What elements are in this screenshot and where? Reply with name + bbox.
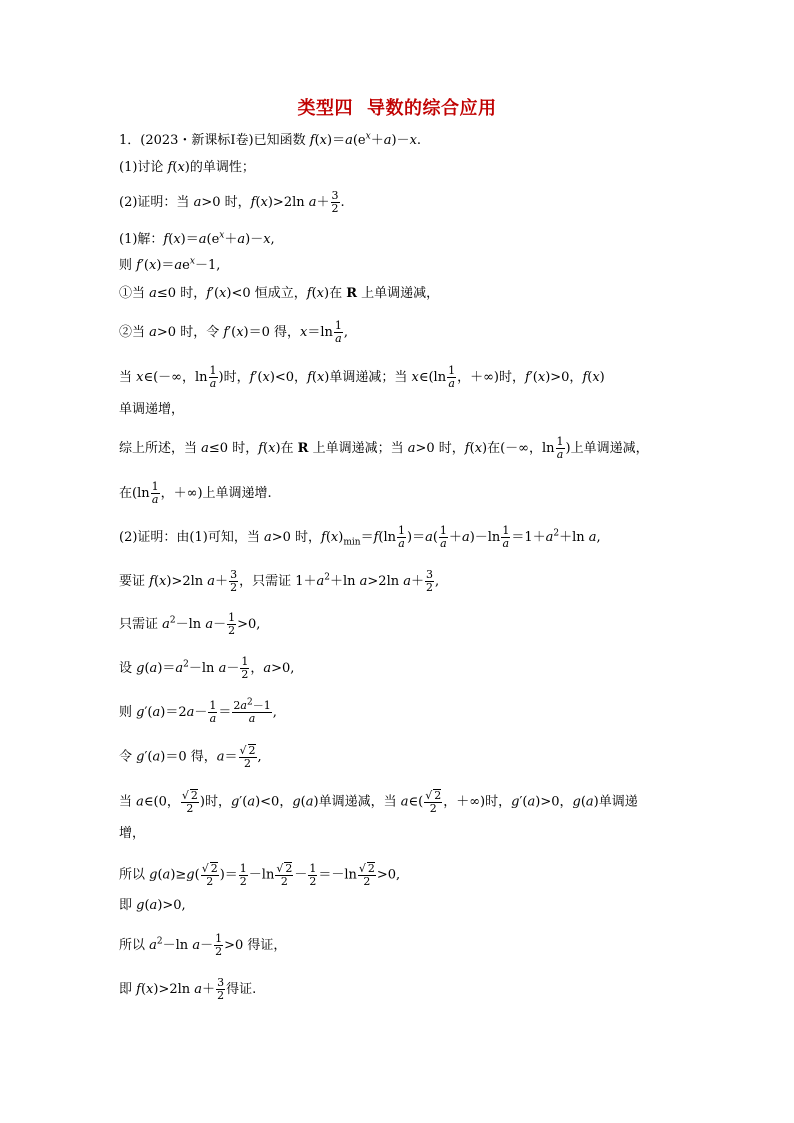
proof-line-11: 所以 $a^2-\ln$ a－ $\frac{1}{2}$ >0 得证，	[119, 932, 287, 958]
question-part1: (1)讨论 f(x)的单调性；	[119, 160, 255, 175]
solution-line-4: ②当 a>0 时，令 f′(x)＝0 得，x＝ln $\frac{1}{a}$ ,	[119, 319, 349, 345]
proof-line-7: 当 a∈(0， $\frac{√ 2}{2}$ )时，g′(a)<0，g(a)单调递减，当 a∈( $\frac{√ 2}{2}$ ，＋∞)时，g′(a)>0，g(a)单调递	[119, 789, 638, 815]
question-part2: (2)证明：当 a>0 时，f(x)>2ln a＋ $\frac{3}{2}$ .	[119, 189, 345, 215]
solution-line-6: 单调递增，	[119, 402, 185, 417]
proof-line-3: 只需证 $a^2-\ln$ a－ $\frac{1}{2}$ >0,	[119, 611, 261, 637]
title-part2: 导数的综合应用	[367, 98, 497, 119]
proof-line-4: 设 $g(a)=a^2-\ln$ a－ $\frac{1}{2}$ ，a>0,	[119, 655, 295, 681]
proof-line-12: 即 f(x)>2ln a＋ $\frac{3}{2}$ 得证.	[119, 976, 257, 1002]
proof-line-1: (2)证明：由(1)可知，当 a>0 时，$f(x)_{min}=f(\ln$ $\frac{1}{a}$ )＝a( $\frac{1}{a}$ ＋a)－ln $\frac{1}{a}$ $=1+a^2+\ln$ a,	[119, 524, 601, 550]
solution-line-3: ①当 a≤0 时，f′(x)<0 恒成立，f(x)在 R 上单调递减，	[119, 286, 440, 301]
section-title	[0, 94, 794, 120]
title-part1: 类型四	[297, 98, 353, 119]
proof-line-8: 增，	[119, 826, 146, 841]
solution-line-1: (1)解：$f(x)=a(e^x+a)-x$,	[119, 230, 275, 247]
proof-line-5: 则 g′(a)＝2a－ $\frac{1}{a}$ ＝ $\frac{2a^2-1}{a}$ ,	[119, 697, 277, 725]
solution-line-8: 在(ln $\frac{1}{a}$ ，＋∞)上单调递增.	[119, 480, 272, 506]
proof-line-9: 所以 g(a)≥g( $\frac{√ 2}{2}$ )＝ $\frac{1}{2}$ －ln $\frac{√ 2}{2}$ － $\frac{1}{2}$ ＝－ln $\frac{√ 2}{2}$ >0,	[119, 861, 401, 888]
proof-line-6: 令 g′(a)＝0 得，a＝ $\frac{√ 2}{2}$ ,	[119, 744, 262, 770]
solution-line-7: 综上所述，当 a≤0 时，f(x)在 R 上单调递减；当 a>0 时，f(x)在(－∞，ln $\frac{1}{a}$ )上单调递减，	[119, 435, 649, 461]
problem-statement: 1．(2023・新课标Ⅰ卷)已知函数 $f(x)=a(e^x+a)-x$.	[119, 131, 422, 148]
proof-line-2: 要证 f(x)>2ln a＋ $\frac{3}{2}$ ，只需证 $1+a^2+\ln$ a>2ln a＋ $\frac{3}{2}$ ,	[119, 568, 440, 594]
proof-line-10: 即 g(a)>0,	[119, 898, 186, 913]
solution-line-2: 则 $f'(x)=ae^x-1$,	[119, 256, 221, 273]
solution-line-5: 当 x∈(－∞，ln $\frac{1}{a}$ )时，f′(x)<0，f(x)单调递减；当 x∈(ln $\frac{1}{a}$ ，＋∞)时，f′(x)>0，f(x)	[119, 364, 605, 390]
